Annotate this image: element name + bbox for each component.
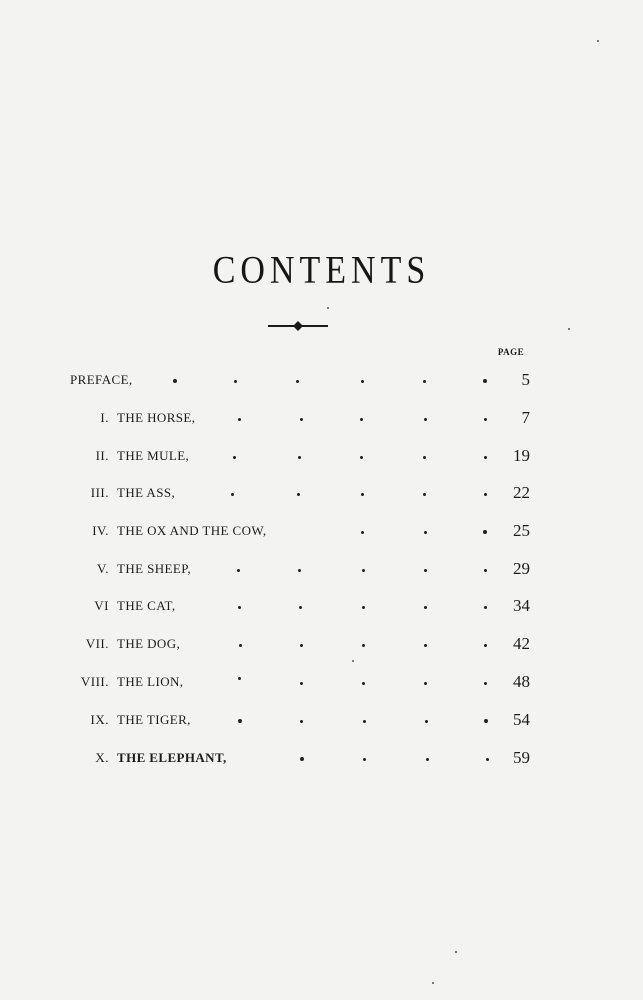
leader-dot <box>424 418 427 421</box>
toc-number: VIII. <box>80 674 109 689</box>
toc-page: 48 <box>513 672 530 691</box>
leader-dot <box>484 719 488 723</box>
toc-page: 54 <box>513 710 530 729</box>
paper-speck <box>352 660 354 662</box>
toc-title: THE TIGER, <box>117 712 191 727</box>
leader-dot <box>362 606 365 609</box>
page-title: CONTENTS <box>212 249 431 292</box>
leader-dot <box>484 569 487 572</box>
leader-dot <box>360 456 363 459</box>
toc-page: 19 <box>513 446 530 465</box>
toc-title: THE CAT, <box>117 598 176 613</box>
toc-number: VII. <box>85 636 109 651</box>
leader-dot <box>363 758 366 761</box>
toc-number: II. <box>95 448 109 463</box>
toc-title: THE MULE, <box>117 448 190 463</box>
toc-title: THE HORSE, <box>117 410 196 425</box>
leader-dot <box>484 682 487 685</box>
toc-number: I. <box>100 410 109 425</box>
leader-dot <box>423 456 426 459</box>
toc-row-elephant <box>0 748 643 772</box>
page-column-label: PAGE <box>497 347 525 357</box>
leader-dot <box>483 379 487 383</box>
leader-dot <box>484 456 487 459</box>
toc-title: THE DOG, <box>117 636 181 651</box>
leader-dot <box>238 719 242 723</box>
toc-row-mule <box>0 446 643 470</box>
leader-dot <box>424 682 427 685</box>
leader-dot <box>234 380 237 383</box>
toc-title: THE OX AND THE COW, <box>117 523 267 538</box>
leader-dot <box>484 418 487 421</box>
leader-dot <box>361 531 364 534</box>
toc-page: 59 <box>513 748 530 767</box>
leader-dot <box>231 493 234 496</box>
leader-dot <box>360 418 363 421</box>
toc-title: THE ASS, <box>117 485 176 500</box>
toc-page: 7 <box>521 408 530 427</box>
leader-dot <box>425 720 428 723</box>
toc-row-ass <box>0 483 643 507</box>
leader-dot <box>300 720 303 723</box>
toc-number: III. <box>90 485 109 500</box>
leader-dot <box>296 380 299 383</box>
leader-dot <box>297 493 300 496</box>
leader-dot <box>361 380 364 383</box>
toc-title: THE ELEPHANT, <box>117 750 227 765</box>
toc-number: IV. <box>92 523 109 538</box>
toc-row-ox-cow <box>0 521 643 545</box>
leader-dot <box>233 456 236 459</box>
paper-speck <box>568 328 570 330</box>
leader-dot <box>237 569 240 572</box>
leader-dot <box>484 644 487 647</box>
leader-dot <box>424 644 427 647</box>
toc-number: V. <box>97 561 109 576</box>
toc-number: VI <box>94 598 109 613</box>
leader-dot <box>423 493 426 496</box>
leader-dot <box>426 758 429 761</box>
leader-dot <box>299 606 302 609</box>
toc-number: X. <box>95 750 109 765</box>
paper-speck <box>432 982 434 984</box>
leader-dot <box>173 379 177 383</box>
leader-dot <box>298 569 301 572</box>
leader-dot <box>423 380 426 383</box>
leader-dot <box>238 418 241 421</box>
leader-dot <box>363 720 366 723</box>
toc-page: 25 <box>513 521 530 540</box>
leader-dot <box>238 606 241 609</box>
leader-dot <box>300 757 304 761</box>
paper-speck <box>455 951 457 953</box>
toc-row-cat <box>0 596 643 620</box>
leader-dot <box>239 644 242 647</box>
toc-row-lion <box>0 672 643 696</box>
leader-dot <box>238 677 241 680</box>
title-ornament <box>266 319 330 333</box>
toc-page: 34 <box>513 596 530 615</box>
leader-dot <box>362 569 365 572</box>
toc-page: 22 <box>513 483 530 502</box>
leader-dot <box>362 682 365 685</box>
toc-title: THE LION, <box>117 674 184 689</box>
leader-dot <box>483 530 487 534</box>
toc-title: PREFACE, <box>70 372 133 387</box>
toc-title: THE SHEEP, <box>117 561 192 576</box>
leader-dot <box>484 606 487 609</box>
leader-dot <box>300 682 303 685</box>
toc-row-dog <box>0 634 643 658</box>
leader-dot <box>486 758 489 761</box>
leader-dot <box>484 493 487 496</box>
paper-speck <box>327 307 329 309</box>
toc-row-preface <box>0 370 643 394</box>
leader-dot <box>300 418 303 421</box>
toc-page: 29 <box>513 559 530 578</box>
leader-dot <box>424 531 427 534</box>
toc-number: IX. <box>90 712 109 727</box>
toc-row-horse <box>0 408 643 432</box>
leader-dot <box>361 493 364 496</box>
leader-dot <box>424 606 427 609</box>
leader-dot <box>424 569 427 572</box>
paper-speck <box>597 40 599 42</box>
toc-page: 42 <box>513 634 530 653</box>
toc-row-tiger <box>0 710 643 734</box>
leader-dot <box>362 644 365 647</box>
leader-dot <box>300 644 303 647</box>
toc-page: 5 <box>521 370 530 389</box>
toc-row-sheep <box>0 559 643 583</box>
leader-dot <box>298 456 301 459</box>
